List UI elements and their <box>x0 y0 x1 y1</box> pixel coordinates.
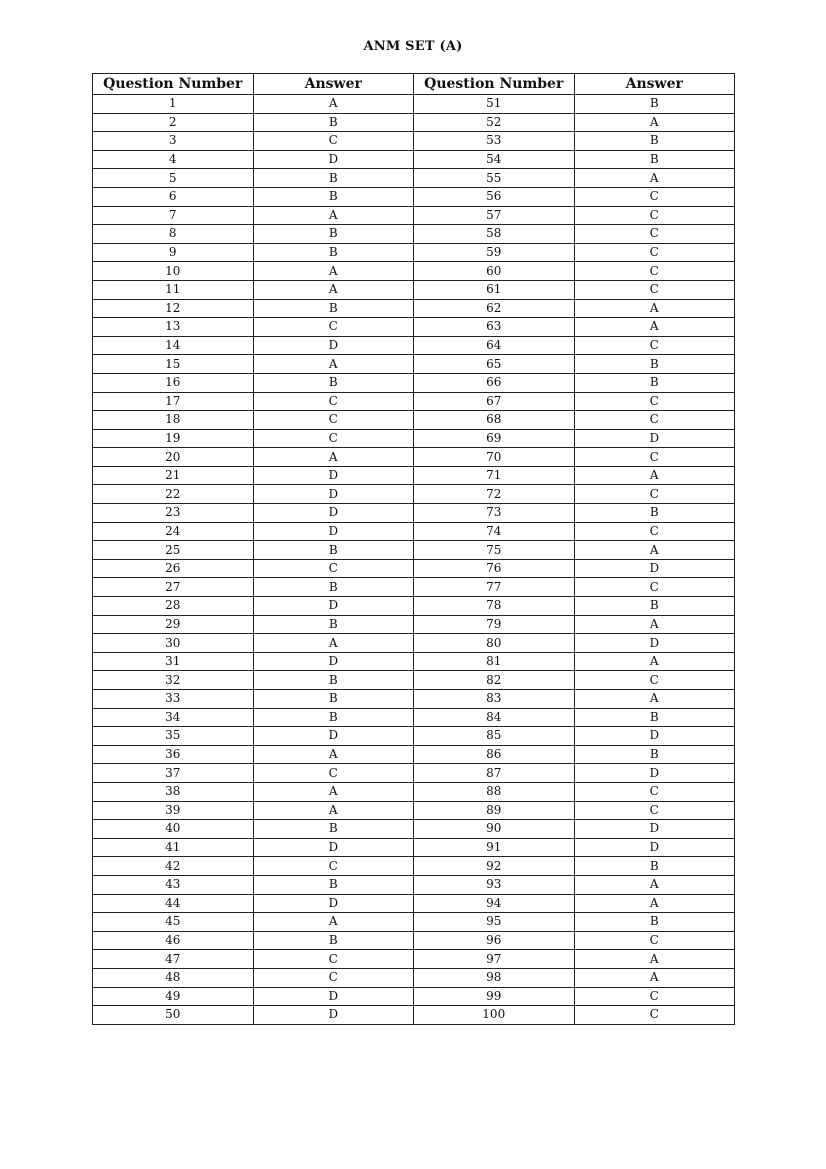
table-row <box>93 355 735 374</box>
question-number-cell: 83 <box>414 690 575 709</box>
question-number-cell: 20 <box>93 448 254 467</box>
answer-cell: A <box>574 318 735 337</box>
table-row <box>93 894 735 913</box>
table-row <box>93 522 735 541</box>
answer-cell: B <box>253 820 414 839</box>
table-row <box>93 578 735 597</box>
question-number-cell: 79 <box>414 615 575 634</box>
question-number-cell: 60 <box>414 262 575 281</box>
question-number-cell: 39 <box>93 801 254 820</box>
answer-cell: B <box>574 504 735 523</box>
question-number-cell: 12 <box>93 299 254 318</box>
table-row <box>93 1006 735 1025</box>
question-number-cell: 63 <box>414 318 575 337</box>
answer-cell: D <box>574 820 735 839</box>
answer-cell: D <box>574 727 735 746</box>
answer-cell: B <box>574 745 735 764</box>
table-row <box>93 299 735 318</box>
answer-cell: D <box>253 485 414 504</box>
question-number-cell: 14 <box>93 336 254 355</box>
table-row <box>93 262 735 281</box>
question-number-cell: 8 <box>93 225 254 244</box>
table-row <box>93 801 735 820</box>
question-number-cell: 62 <box>414 299 575 318</box>
question-number-cell: 6 <box>93 187 254 206</box>
question-number-cell: 5 <box>93 169 254 188</box>
question-number-cell: 71 <box>414 466 575 485</box>
question-number-cell: 81 <box>414 652 575 671</box>
question-number-cell: 9 <box>93 243 254 262</box>
question-number-cell: 59 <box>414 243 575 262</box>
answer-cell: C <box>574 206 735 225</box>
header-answer: Answer <box>574 74 735 95</box>
table-row <box>93 968 735 987</box>
answer-cell: D <box>253 504 414 523</box>
table-row <box>93 690 735 709</box>
question-number-cell: 17 <box>93 392 254 411</box>
table-row <box>93 336 735 355</box>
answer-cell: A <box>253 206 414 225</box>
answer-cell: C <box>574 262 735 281</box>
answer-cell: C <box>574 392 735 411</box>
question-number-cell: 75 <box>414 541 575 560</box>
answer-cell: B <box>253 187 414 206</box>
answer-cell: D <box>253 1006 414 1025</box>
table-row <box>93 875 735 894</box>
table-row <box>93 429 735 448</box>
answer-cell: D <box>253 838 414 857</box>
question-number-cell: 45 <box>93 913 254 932</box>
answer-cell: A <box>574 113 735 132</box>
question-number-cell: 3 <box>93 132 254 151</box>
answer-cell: C <box>253 764 414 783</box>
question-number-cell: 87 <box>414 764 575 783</box>
answer-cell: D <box>574 764 735 783</box>
table-row <box>93 466 735 485</box>
header-answer: Answer <box>253 74 414 95</box>
answer-cell: A <box>574 652 735 671</box>
question-number-cell: 31 <box>93 652 254 671</box>
question-number-cell: 76 <box>414 559 575 578</box>
question-number-cell: 99 <box>414 987 575 1006</box>
answer-cell: C <box>574 578 735 597</box>
header-question-number: Question Number <box>414 74 575 95</box>
answer-cell: A <box>253 782 414 801</box>
question-number-cell: 40 <box>93 820 254 839</box>
question-number-cell: 80 <box>414 634 575 653</box>
table-row <box>93 727 735 746</box>
question-number-cell: 47 <box>93 950 254 969</box>
question-number-cell: 88 <box>414 782 575 801</box>
table-row <box>93 280 735 299</box>
answer-cell: A <box>574 875 735 894</box>
table-row <box>93 373 735 392</box>
answer-cell: C <box>253 132 414 151</box>
answer-cell: C <box>253 318 414 337</box>
answer-cell: C <box>253 968 414 987</box>
answer-cell: B <box>253 169 414 188</box>
question-number-cell: 64 <box>414 336 575 355</box>
question-number-cell: 96 <box>414 931 575 950</box>
table-row <box>93 113 735 132</box>
table-row <box>93 708 735 727</box>
question-number-cell: 2 <box>93 113 254 132</box>
table-row <box>93 559 735 578</box>
answer-cell: B <box>574 597 735 616</box>
answer-cell: B <box>253 578 414 597</box>
answer-cell: C <box>574 522 735 541</box>
answer-cell: C <box>574 243 735 262</box>
answer-cell: C <box>253 392 414 411</box>
table-row <box>93 243 735 262</box>
answer-cell: B <box>574 150 735 169</box>
answer-cell: C <box>253 950 414 969</box>
answer-cell: A <box>574 894 735 913</box>
answer-cell: B <box>253 615 414 634</box>
answer-cell: D <box>253 652 414 671</box>
table-row <box>93 671 735 690</box>
answer-cell: B <box>253 931 414 950</box>
question-number-cell: 34 <box>93 708 254 727</box>
question-number-cell: 29 <box>93 615 254 634</box>
table-row <box>93 838 735 857</box>
question-number-cell: 18 <box>93 411 254 430</box>
answer-cell: C <box>253 857 414 876</box>
answer-cell: D <box>574 838 735 857</box>
table-row <box>93 541 735 560</box>
question-number-cell: 50 <box>93 1006 254 1025</box>
question-number-cell: 19 <box>93 429 254 448</box>
table-row <box>93 132 735 151</box>
answer-cell: D <box>253 894 414 913</box>
question-number-cell: 15 <box>93 355 254 374</box>
question-number-cell: 98 <box>414 968 575 987</box>
answer-cell: A <box>253 262 414 281</box>
answer-cell: B <box>574 857 735 876</box>
question-number-cell: 54 <box>414 150 575 169</box>
question-number-cell: 66 <box>414 373 575 392</box>
answer-cell: B <box>253 541 414 560</box>
answer-cell: D <box>574 559 735 578</box>
answer-cell: B <box>574 913 735 932</box>
question-number-cell: 93 <box>414 875 575 894</box>
table-header <box>93 74 735 95</box>
question-number-cell: 24 <box>93 522 254 541</box>
answer-cell: C <box>253 429 414 448</box>
question-number-cell: 27 <box>93 578 254 597</box>
question-number-cell: 48 <box>93 968 254 987</box>
question-number-cell: 94 <box>414 894 575 913</box>
question-number-cell: 85 <box>414 727 575 746</box>
question-number-cell: 69 <box>414 429 575 448</box>
answer-cell: D <box>574 429 735 448</box>
answer-cell: A <box>574 968 735 987</box>
answer-cell: D <box>253 466 414 485</box>
answer-cell: B <box>253 875 414 894</box>
answer-cell: A <box>574 615 735 634</box>
question-number-cell: 73 <box>414 504 575 523</box>
question-number-cell: 90 <box>414 820 575 839</box>
table-row <box>93 187 735 206</box>
answer-cell: C <box>574 987 735 1006</box>
answer-cell: D <box>253 150 414 169</box>
answer-key-table <box>92 73 735 1025</box>
answer-cell: B <box>253 690 414 709</box>
table-row <box>93 931 735 950</box>
answer-cell: C <box>574 225 735 244</box>
answer-cell: A <box>253 448 414 467</box>
answer-cell: C <box>574 801 735 820</box>
answer-cell: A <box>253 913 414 932</box>
question-number-cell: 58 <box>414 225 575 244</box>
question-number-cell: 56 <box>414 187 575 206</box>
answer-cell: A <box>253 634 414 653</box>
question-number-cell: 51 <box>414 95 575 114</box>
question-number-cell: 44 <box>93 894 254 913</box>
answer-cell: A <box>574 541 735 560</box>
answer-cell: C <box>574 411 735 430</box>
table-row <box>93 411 735 430</box>
question-number-cell: 26 <box>93 559 254 578</box>
answer-cell: A <box>253 801 414 820</box>
question-number-cell: 89 <box>414 801 575 820</box>
answer-cell: C <box>574 336 735 355</box>
question-number-cell: 38 <box>93 782 254 801</box>
table-row <box>93 634 735 653</box>
table-row <box>93 597 735 616</box>
question-number-cell: 21 <box>93 466 254 485</box>
header-row <box>93 74 735 95</box>
answer-cell: C <box>253 411 414 430</box>
question-number-cell: 57 <box>414 206 575 225</box>
table-row <box>93 448 735 467</box>
answer-cell: B <box>574 355 735 374</box>
question-number-cell: 4 <box>93 150 254 169</box>
table-row <box>93 987 735 1006</box>
answer-cell: A <box>574 950 735 969</box>
page-title: ANM SET (A) <box>363 39 463 54</box>
table-row <box>93 913 735 932</box>
question-number-cell: 55 <box>414 169 575 188</box>
table-row <box>93 206 735 225</box>
question-number-cell: 42 <box>93 857 254 876</box>
question-number-cell: 30 <box>93 634 254 653</box>
answer-cell: C <box>574 671 735 690</box>
question-number-cell: 37 <box>93 764 254 783</box>
question-number-cell: 16 <box>93 373 254 392</box>
answer-cell: A <box>253 355 414 374</box>
answer-cell: A <box>574 299 735 318</box>
answer-cell: D <box>253 727 414 746</box>
answer-cell: B <box>574 708 735 727</box>
question-number-cell: 68 <box>414 411 575 430</box>
answer-cell: C <box>574 187 735 206</box>
question-number-cell: 33 <box>93 690 254 709</box>
table-body <box>93 95 735 1025</box>
answer-cell: D <box>253 522 414 541</box>
answer-cell: A <box>574 690 735 709</box>
question-number-cell: 65 <box>414 355 575 374</box>
table-row <box>93 782 735 801</box>
table-row <box>93 820 735 839</box>
answer-cell: A <box>253 280 414 299</box>
answer-cell: C <box>253 559 414 578</box>
table-row <box>93 225 735 244</box>
question-number-cell: 1 <box>93 95 254 114</box>
table-row <box>93 745 735 764</box>
question-number-cell: 13 <box>93 318 254 337</box>
question-number-cell: 70 <box>414 448 575 467</box>
question-number-cell: 61 <box>414 280 575 299</box>
question-number-cell: 72 <box>414 485 575 504</box>
table-row <box>93 857 735 876</box>
question-number-cell: 95 <box>414 913 575 932</box>
answer-cell: A <box>253 95 414 114</box>
question-number-cell: 25 <box>93 541 254 560</box>
answer-cell: A <box>253 745 414 764</box>
question-number-cell: 84 <box>414 708 575 727</box>
answer-cell: B <box>574 373 735 392</box>
table-row <box>93 169 735 188</box>
question-number-cell: 41 <box>93 838 254 857</box>
answer-cell: B <box>253 299 414 318</box>
question-number-cell: 11 <box>93 280 254 299</box>
table-row <box>93 95 735 114</box>
table-row <box>93 150 735 169</box>
answer-cell: C <box>574 1006 735 1025</box>
question-number-cell: 74 <box>414 522 575 541</box>
question-number-cell: 91 <box>414 838 575 857</box>
answer-cell: B <box>253 225 414 244</box>
question-number-cell: 53 <box>414 132 575 151</box>
question-number-cell: 28 <box>93 597 254 616</box>
answer-cell: B <box>574 95 735 114</box>
question-number-cell: 10 <box>93 262 254 281</box>
answer-cell: D <box>253 597 414 616</box>
answer-cell: A <box>574 169 735 188</box>
table-row <box>93 652 735 671</box>
answer-cell: B <box>253 113 414 132</box>
question-number-cell: 23 <box>93 504 254 523</box>
answer-cell: D <box>253 336 414 355</box>
table-row <box>93 485 735 504</box>
answer-cell: C <box>574 280 735 299</box>
question-number-cell: 100 <box>414 1006 575 1025</box>
answer-cell: A <box>574 466 735 485</box>
question-number-cell: 43 <box>93 875 254 894</box>
question-number-cell: 22 <box>93 485 254 504</box>
question-number-cell: 92 <box>414 857 575 876</box>
answer-cell: C <box>574 931 735 950</box>
header-question-number: Question Number <box>93 74 254 95</box>
table-row <box>93 318 735 337</box>
question-number-cell: 49 <box>93 987 254 1006</box>
table-row <box>93 950 735 969</box>
question-number-cell: 7 <box>93 206 254 225</box>
question-number-cell: 77 <box>414 578 575 597</box>
question-number-cell: 78 <box>414 597 575 616</box>
answer-cell: D <box>253 987 414 1006</box>
question-number-cell: 35 <box>93 727 254 746</box>
answer-cell: C <box>574 782 735 801</box>
answer-cell: C <box>574 485 735 504</box>
table-row <box>93 392 735 411</box>
question-number-cell: 52 <box>414 113 575 132</box>
table-row <box>93 615 735 634</box>
answer-cell: B <box>253 708 414 727</box>
question-number-cell: 36 <box>93 745 254 764</box>
question-number-cell: 97 <box>414 950 575 969</box>
question-number-cell: 82 <box>414 671 575 690</box>
question-number-cell: 46 <box>93 931 254 950</box>
answer-cell: D <box>574 634 735 653</box>
table-row <box>93 764 735 783</box>
answer-cell: B <box>253 243 414 262</box>
table-row <box>93 504 735 523</box>
question-number-cell: 32 <box>93 671 254 690</box>
question-number-cell: 86 <box>414 745 575 764</box>
question-number-cell: 67 <box>414 392 575 411</box>
answer-cell: B <box>253 671 414 690</box>
answer-cell: B <box>253 373 414 392</box>
answer-cell: B <box>574 132 735 151</box>
answer-cell: C <box>574 448 735 467</box>
